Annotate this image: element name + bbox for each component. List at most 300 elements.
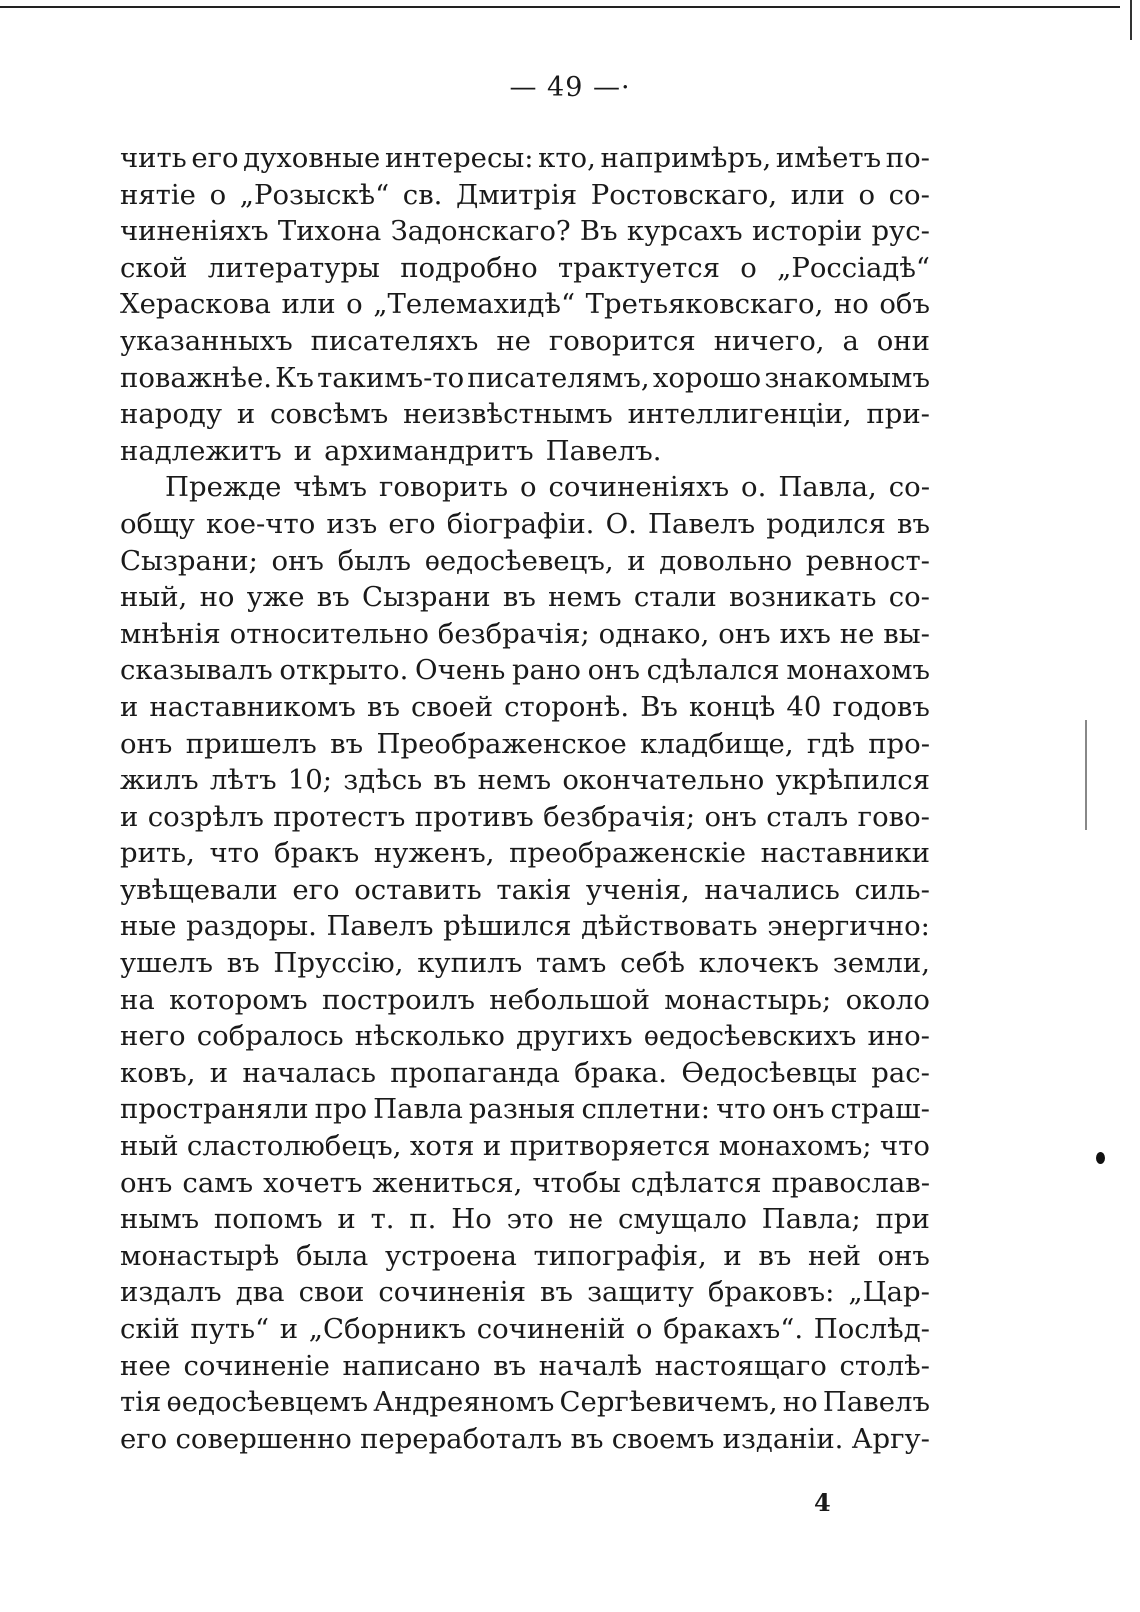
word: Аргу-	[851, 1422, 930, 1455]
word: но	[199, 581, 235, 614]
word: при-	[866, 398, 930, 431]
word: Сызрани	[362, 581, 491, 614]
word: наставникомъ	[149, 690, 356, 723]
word: Но	[451, 1203, 492, 1236]
word: говорить	[378, 471, 509, 504]
word: онъ	[718, 617, 771, 650]
word: родился	[766, 507, 886, 540]
text-line	[120, 579, 930, 616]
word: небольшой	[489, 983, 650, 1016]
word: дѣйствовать	[581, 910, 758, 943]
word: указанныхъ	[120, 324, 293, 357]
word: архимандритъ	[324, 434, 534, 467]
word: рас-	[871, 1056, 930, 1089]
margin-ink-dot	[1096, 1152, 1105, 1164]
word: кладбище,	[640, 727, 794, 760]
word: Павелъ	[647, 507, 756, 540]
word: монастырѣ	[120, 1239, 280, 1272]
word: путь“	[190, 1313, 270, 1345]
word: ные	[120, 910, 177, 943]
word: противъ	[414, 800, 534, 833]
word: тамъ	[535, 947, 607, 980]
word: интеллигенціи,	[627, 398, 852, 431]
text-line	[120, 543, 930, 580]
word: немъ	[548, 581, 622, 614]
word: хочетъ	[263, 1166, 363, 1199]
text-line	[120, 689, 930, 726]
word: и	[293, 434, 313, 467]
word: гово-	[857, 800, 930, 833]
word: переработалъ	[360, 1422, 563, 1455]
word: Преображенское	[376, 727, 627, 760]
word: чѣмъ	[293, 471, 367, 504]
text-line	[120, 945, 930, 982]
word: два	[235, 1276, 285, 1309]
word: своей	[411, 690, 494, 723]
text-line	[120, 1201, 930, 1238]
word: монастырь;	[664, 983, 832, 1016]
text-line	[120, 835, 930, 872]
page-number-header: — 49 —·	[509, 72, 631, 103]
word: созрѣлъ	[147, 800, 264, 833]
word: ный	[120, 1130, 179, 1163]
text-line	[120, 1165, 930, 1202]
word: со-	[888, 581, 930, 614]
word: ѳедосѣевцемъ	[166, 1386, 369, 1419]
word: подробно	[400, 251, 538, 284]
word: брака.	[574, 1056, 668, 1089]
word: бракъ	[274, 837, 360, 870]
text-line	[120, 213, 930, 250]
margin-scan-line	[1085, 720, 1087, 830]
word: о	[740, 251, 757, 284]
word: безбрачія;	[543, 800, 696, 833]
text-line	[120, 616, 930, 653]
word: онъ	[120, 1166, 173, 1199]
word: сказывалъ	[120, 654, 273, 687]
word: при	[875, 1203, 930, 1236]
word: типографія,	[533, 1239, 707, 1272]
word: нымъ	[120, 1203, 200, 1236]
word: рѣшился	[443, 910, 572, 943]
word: немъ	[477, 764, 552, 797]
word: или	[790, 178, 845, 211]
word: нятіе	[120, 178, 196, 211]
word: хотя	[409, 1130, 475, 1163]
word: „Цар-	[848, 1276, 930, 1309]
word: писателямъ,	[467, 361, 650, 394]
word: написано	[342, 1349, 481, 1382]
word: въ	[433, 764, 467, 797]
word: притворяется	[509, 1130, 711, 1163]
word: но	[833, 288, 869, 321]
word: о.	[741, 471, 767, 504]
word: по-	[885, 142, 930, 174]
word: такимъ-то	[317, 361, 465, 394]
word: они	[876, 324, 930, 357]
text-line	[120, 799, 930, 836]
word: интересы:	[384, 142, 534, 174]
word: о	[858, 178, 876, 211]
word: сочиненій	[476, 1313, 626, 1345]
word: собралось	[196, 1020, 344, 1053]
word: сластолюбецъ,	[186, 1130, 402, 1163]
word: себѣ	[620, 947, 685, 980]
text-line	[120, 469, 930, 506]
word: и	[337, 1203, 356, 1236]
word: настоящаго	[654, 1349, 827, 1382]
word: въ	[366, 690, 400, 723]
word: въ	[330, 727, 364, 760]
text-line	[120, 396, 930, 433]
word: Въ	[640, 690, 678, 723]
word: чтобы	[532, 1166, 621, 1199]
text-line	[120, 1348, 930, 1385]
word: такія	[496, 873, 572, 906]
word: въ	[502, 581, 536, 614]
word: монахомъ;	[718, 1130, 872, 1163]
word: Сергѣевичемъ,	[559, 1386, 778, 1419]
word: ѳедосѣевскихъ	[643, 1020, 857, 1053]
word: лѣтъ	[209, 764, 277, 797]
word: про-	[868, 727, 930, 760]
word: сочиненіяхъ	[548, 471, 730, 504]
word: ино-	[867, 1020, 930, 1053]
word: окончательно	[562, 764, 765, 797]
word: Задонскаго?	[390, 215, 571, 248]
word: его	[388, 507, 436, 540]
word: и	[236, 398, 256, 431]
word: въ	[226, 947, 260, 980]
word: со-	[888, 471, 930, 504]
text-line	[120, 177, 930, 214]
word: о	[209, 178, 227, 211]
word: сталъ	[766, 800, 849, 833]
word: онъ	[120, 727, 173, 760]
text-line	[120, 323, 930, 360]
word: „Сборникъ	[308, 1313, 467, 1345]
text-line	[120, 506, 930, 543]
word: преображенскіе	[509, 837, 746, 870]
word: ученія,	[585, 873, 690, 906]
word: Дмитрія	[456, 178, 578, 211]
word: Павла;	[761, 1203, 861, 1236]
word: со-	[888, 178, 930, 211]
word: на	[120, 983, 155, 1016]
word: онъ	[704, 800, 757, 833]
word: не	[839, 617, 875, 650]
word: совсѣмъ	[269, 398, 389, 431]
word: мнѣнія	[120, 617, 221, 650]
word: изъ	[326, 507, 378, 540]
word: кто,	[538, 142, 596, 174]
word: увѣщевали	[120, 873, 278, 906]
word: и	[120, 800, 139, 833]
word: жениться,	[372, 1166, 523, 1199]
text-line	[120, 1384, 930, 1421]
word: ушелъ	[120, 947, 213, 980]
word: „Россіадѣ“	[777, 251, 930, 284]
word: про	[314, 1093, 368, 1126]
word: свои	[298, 1276, 365, 1309]
word: вы-	[883, 617, 930, 650]
printer-signature-mark: 4	[814, 1488, 831, 1517]
word: былъ	[337, 544, 412, 577]
word: клочекъ	[698, 947, 820, 980]
word: ѳедосѣевецъ,	[424, 544, 614, 577]
word: въ	[493, 1349, 527, 1382]
word: браковъ:	[707, 1276, 835, 1309]
word: 40	[786, 690, 822, 723]
word: издалъ	[120, 1276, 222, 1309]
word: своемъ	[611, 1422, 715, 1455]
word: возникать	[728, 581, 877, 614]
text-line	[120, 726, 930, 763]
word: Хераскова	[120, 288, 271, 321]
text-line	[120, 286, 930, 323]
word: въ	[540, 1276, 573, 1309]
word: не	[496, 324, 531, 357]
word: рить,	[120, 837, 195, 870]
word: относительно	[229, 617, 429, 650]
word: земли,	[832, 947, 930, 980]
word: поважнѣе.	[120, 361, 272, 394]
word: ный,	[120, 581, 188, 614]
word: имѣетъ	[775, 142, 882, 174]
word: самъ	[182, 1166, 254, 1199]
word: сочиненіе	[183, 1349, 330, 1382]
word: его	[120, 1422, 168, 1455]
word: рано	[512, 654, 581, 687]
word: устроена	[384, 1239, 517, 1272]
text-line	[120, 652, 930, 689]
word: народу	[120, 398, 222, 431]
word: надлежитъ	[120, 434, 282, 467]
text-line	[120, 1238, 930, 1275]
text-line	[120, 1055, 930, 1092]
word: о	[520, 471, 537, 504]
word: Сызрани;	[120, 544, 258, 577]
word: сочиненія	[378, 1276, 526, 1309]
word: его	[191, 142, 239, 174]
word: Павелъ.	[545, 434, 662, 467]
word: ихъ	[779, 617, 831, 650]
word: разныя	[468, 1093, 576, 1126]
word: ковъ,	[120, 1056, 196, 1089]
text-line	[120, 140, 930, 177]
word: литературы	[207, 251, 380, 284]
word: Павла,	[778, 471, 877, 504]
word: началѣ	[538, 1349, 643, 1382]
word: Въ	[579, 215, 618, 248]
word: Павелъ	[326, 910, 434, 943]
text-line	[120, 1274, 930, 1311]
word: „Розыскѣ“	[239, 178, 390, 211]
word: православ-	[771, 1166, 930, 1199]
word: хорошо	[652, 361, 762, 394]
text-line	[120, 872, 930, 909]
word: чиненіяхъ	[120, 215, 269, 248]
text-line	[120, 762, 930, 799]
word: пришелъ	[185, 727, 317, 760]
word: Къ	[275, 361, 314, 394]
word: что	[716, 1093, 767, 1126]
word: онъ	[587, 654, 640, 687]
text-line	[120, 908, 930, 945]
word: Пруссію,	[273, 947, 404, 980]
word: говорится	[548, 324, 696, 357]
word: однако,	[598, 617, 710, 650]
word: попомъ	[213, 1203, 323, 1236]
word: и	[723, 1239, 742, 1272]
word: это	[506, 1203, 554, 1236]
word: а	[842, 324, 859, 357]
text-line	[120, 982, 930, 1019]
text-line	[120, 1018, 930, 1055]
word: началась	[242, 1056, 376, 1089]
word: исторіи	[751, 215, 863, 248]
word: онъ	[271, 544, 324, 577]
word: Павелъ	[822, 1386, 930, 1419]
word: и	[482, 1130, 502, 1163]
text-line	[120, 1311, 930, 1348]
word: безбрачія;	[437, 617, 590, 650]
word: около	[845, 983, 930, 1016]
word: О.	[605, 507, 637, 540]
word: онъ	[772, 1093, 825, 1126]
word: энергично:	[767, 910, 930, 943]
word: Очень	[415, 654, 506, 687]
word: тія	[120, 1386, 162, 1419]
text-line	[120, 360, 930, 397]
word: п.	[409, 1203, 437, 1236]
word: нѣсколько	[354, 1020, 505, 1053]
word: концѣ	[688, 690, 776, 723]
word: построилъ	[321, 983, 475, 1016]
word: Ѳедосѣевцы	[681, 1056, 857, 1089]
word: его	[292, 873, 340, 906]
word: жилъ	[120, 764, 199, 797]
word: Третьяковскаго,	[585, 288, 824, 321]
word: наставники	[760, 837, 930, 870]
word: т.	[370, 1203, 395, 1236]
word: и	[209, 1056, 229, 1089]
word: ничего,	[713, 324, 825, 357]
word: писателяхъ	[310, 324, 479, 357]
word: нее	[120, 1349, 171, 1382]
word: или	[281, 288, 336, 321]
word: въ	[897, 507, 930, 540]
word: о	[346, 288, 363, 321]
word: укрѣпился	[775, 764, 930, 797]
word: 10;	[287, 764, 333, 797]
word: Тихона	[277, 215, 382, 248]
word: защиту	[587, 1276, 694, 1309]
word: которомъ	[169, 983, 308, 1016]
word: Ростовскаго,	[590, 178, 778, 211]
word: ской	[120, 251, 188, 284]
word: но	[782, 1386, 818, 1419]
page-body-text	[120, 140, 930, 1457]
word: протестъ	[273, 800, 406, 833]
word: св.	[402, 178, 443, 211]
word: раздоры.	[186, 910, 317, 943]
word: смущало	[618, 1203, 747, 1236]
word: сдѣлался	[646, 654, 780, 687]
word: совершенно	[175, 1422, 352, 1455]
word: начались	[704, 873, 840, 906]
word: духовные	[243, 142, 381, 174]
word: „Телемахидѣ“	[373, 288, 576, 321]
word: и	[279, 1313, 299, 1345]
word: столѣ-	[839, 1349, 930, 1382]
word: Прежде	[165, 471, 282, 504]
word: другихъ	[516, 1020, 633, 1053]
word: чить	[120, 142, 187, 174]
word: что	[880, 1130, 930, 1163]
word: открыто.	[279, 654, 409, 687]
word: въ	[570, 1422, 604, 1455]
word: о	[635, 1313, 653, 1345]
word: сплетни:	[581, 1093, 711, 1126]
word: общу	[120, 507, 195, 540]
word: не	[568, 1203, 604, 1236]
word: что	[209, 837, 260, 870]
word: ревност-	[805, 544, 930, 577]
word: нуженъ,	[373, 837, 495, 870]
right-edge-mark	[1130, 0, 1132, 40]
word: здѣсь	[343, 764, 423, 797]
word: Андреяномъ	[373, 1386, 555, 1419]
word: монахомъ	[786, 654, 930, 687]
word: силь-	[854, 873, 930, 906]
word: неизвѣстнымъ	[403, 398, 613, 431]
word: и	[120, 690, 139, 723]
word: уже	[246, 581, 305, 614]
text-line	[120, 1421, 930, 1458]
word: ней	[807, 1239, 861, 1272]
word: сдѣлатся	[630, 1166, 762, 1199]
word: трактуется	[557, 251, 720, 284]
word: довольно	[659, 544, 793, 577]
word: пространяли	[120, 1093, 309, 1126]
word: бракахъ“.	[663, 1313, 804, 1345]
word: Послѣд-	[813, 1313, 930, 1345]
text-line	[120, 433, 930, 470]
word: объ	[879, 288, 930, 321]
word: него	[120, 1020, 186, 1053]
word: сторонѣ.	[504, 690, 630, 723]
word: скій	[120, 1313, 180, 1345]
word: Павла	[373, 1093, 463, 1126]
word: въ	[316, 581, 350, 614]
text-line	[120, 1128, 930, 1165]
word: въ	[758, 1239, 792, 1272]
word: біографіи.	[446, 507, 595, 540]
text-line	[120, 250, 930, 287]
word: стали	[633, 581, 717, 614]
word: оставить	[354, 873, 482, 906]
word: знакомымъ	[764, 361, 930, 394]
word: напримѣръ,	[600, 142, 772, 174]
word: годовъ	[832, 690, 930, 723]
word: пропаганда	[390, 1056, 560, 1089]
word: рус-	[871, 215, 930, 248]
top-border-rule	[0, 0, 1120, 8]
word: и	[627, 544, 646, 577]
word: купилъ	[417, 947, 523, 980]
word: изданіи.	[722, 1422, 844, 1455]
